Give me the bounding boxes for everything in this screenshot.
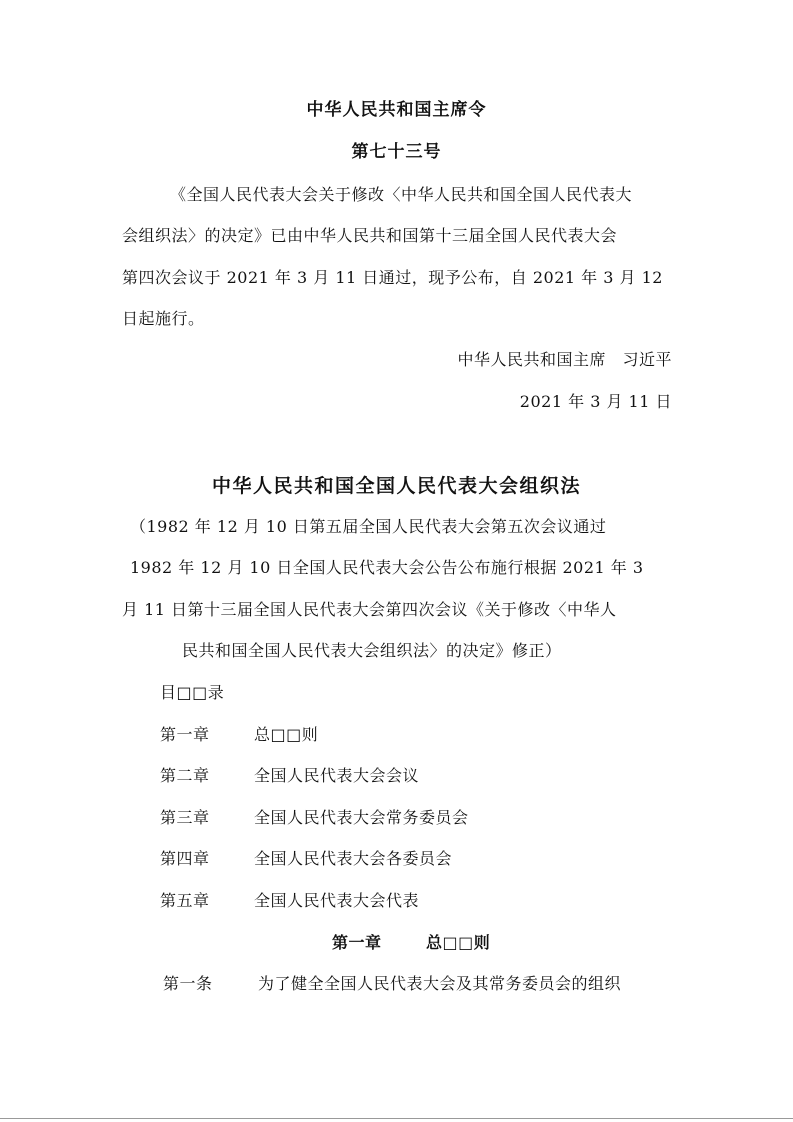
article-text: 为了健全全国人民代表大会及其常务委员会的组织: [258, 974, 622, 993]
toc-chapter-number: 第一章: [160, 725, 210, 744]
order-body-line: 第四次会议于 2021 年 3 月 11 日通过，现予公布，自 2021 年 3 月 12: [122, 268, 663, 287]
toc-chapter-name: 全国人民代表大会代表: [254, 891, 420, 910]
law-note-line: （1982 年 12 月 10 日第五届全国人民代表大会第五次会议通过: [130, 517, 607, 536]
law-note-line: 月 11 日第十三届全国人民代表大会第四次会议《关于修改〈中华人: [122, 600, 617, 619]
law-title: 中华人民共和国全国人民代表大会组织法: [211, 475, 581, 497]
page-bottom-rule: [0, 1118, 793, 1119]
order-body-line: 会组织法〉的决定》已由中华人民共和国第十三届全国人民代表大会: [122, 226, 618, 245]
toc-chapter-number: 第四章: [160, 849, 210, 868]
chapter-heading-name: 总□□则: [426, 933, 491, 952]
order-number: 第七十三号: [351, 142, 442, 162]
chapter-heading-number: 第一章: [332, 933, 382, 952]
law-note-line: 民共和国全国人民代表大会组织法〉的决定》修正）: [182, 641, 562, 660]
toc-chapter-name: 总□□则: [254, 725, 319, 744]
order-title: 中华人民共和国主席令: [306, 100, 487, 120]
order-body-line: 日起施行。: [122, 309, 205, 328]
toc-chapter-number: 第五章: [160, 891, 210, 910]
toc-chapter-number: 第二章: [160, 766, 210, 785]
toc-chapter-name: 全国人民代表大会常务委员会: [254, 808, 469, 827]
order-signature: 中华人民共和国主席 习近平: [457, 350, 672, 369]
order-date: 2021 年 3 月 11 日: [519, 392, 672, 411]
law-note-line: 1982 年 12 月 10 日全国人民代表大会公告公布施行根据 2021 年 3: [130, 558, 644, 577]
toc-chapter-name: 全国人民代表大会会议: [254, 766, 420, 785]
toc-heading: 目□□录: [160, 683, 225, 702]
order-body-line: 《全国人民代表大会关于修改〈中华人民共和国全国人民代表大: [170, 185, 633, 204]
toc-chapter-number: 第三章: [160, 808, 210, 827]
toc-chapter-name: 全国人民代表大会各委员会: [254, 849, 453, 868]
article-number: 第一条: [163, 974, 213, 993]
